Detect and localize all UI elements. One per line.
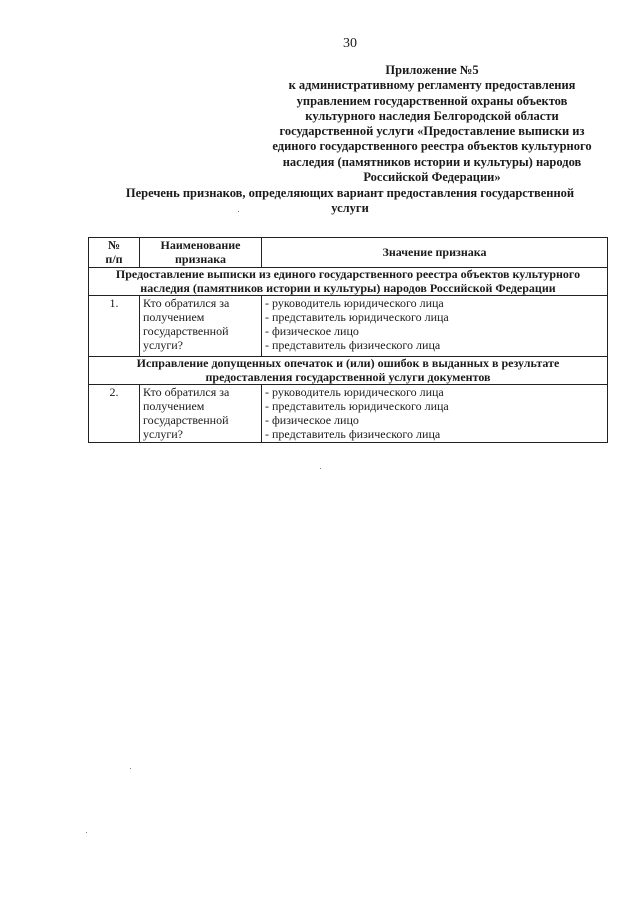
header-number-label: п/п xyxy=(105,251,123,266)
section-title-line: Предоставление выписки из единого государственного реестра объектов культурного xyxy=(115,267,581,281)
document-title-line: услуги xyxy=(331,201,369,215)
table-row xyxy=(89,296,608,357)
document-title-line: Перечень признаков, определяющих вариант предоставления государственной xyxy=(125,186,575,200)
criterion-value: - представитель физического лица xyxy=(265,338,441,352)
table-header-row xyxy=(89,238,608,268)
table-row xyxy=(89,385,608,443)
row-criterion-values xyxy=(262,296,608,357)
page-number: 30 xyxy=(343,36,357,51)
row-criterion-name xyxy=(140,385,262,443)
header-number xyxy=(89,238,140,268)
appendix-line: Приложение №5 xyxy=(385,63,479,77)
criterion-name-line: услуги? xyxy=(143,427,183,441)
appendix-header xyxy=(262,63,602,185)
document-title xyxy=(100,186,600,216)
header-name-line: признака xyxy=(175,251,226,266)
criterion-name-line: получением xyxy=(143,399,205,413)
criterion-value: - представитель юридического лица xyxy=(265,399,449,413)
row-criterion-name xyxy=(140,296,262,357)
row-number: 1. xyxy=(89,296,140,357)
criterion-name-line: получением xyxy=(143,310,205,324)
appendix-line: культурного наследия Белгородской области xyxy=(305,108,559,123)
criterion-value: - представитель физического лица xyxy=(265,427,441,441)
criterion-value: - руководитель юридического лица xyxy=(265,296,444,310)
header-value: Значение признака xyxy=(262,238,608,268)
section-row xyxy=(89,357,608,385)
appendix-line: государственной услуги «Предоставление выписки из xyxy=(279,124,585,139)
scan-speck xyxy=(238,211,239,212)
criterion-name-line: государственной xyxy=(143,324,229,338)
section-title xyxy=(89,268,608,296)
appendix-line: к административному регламенту предоставления xyxy=(288,78,576,93)
criterion-value: - руководитель юридического лица xyxy=(265,385,444,399)
appendix-line: единого государственного реестра объектов культурного xyxy=(272,139,592,154)
criterion-name-line: услуги? xyxy=(143,338,183,352)
criteria-table xyxy=(88,237,608,443)
section-title-line: Исправление допущенных опечаток и (или) ошибок в выданных в результате xyxy=(136,356,560,370)
criterion-name-line: государственной xyxy=(143,413,229,427)
section-title xyxy=(89,357,608,385)
appendix-line: управлением государственной охраны объектов xyxy=(296,93,568,108)
section-row xyxy=(89,268,608,296)
section-title-line: наследия (памятников истории и культуры) народов Российской Федерации xyxy=(140,280,556,295)
appendix-line: наследия (памятников истории и культуры) народов xyxy=(282,154,582,169)
criterion-value: - представитель юридического лица xyxy=(265,310,449,324)
scan-speck xyxy=(130,768,131,769)
header-number-symbol: № xyxy=(107,238,121,252)
row-criterion-values xyxy=(262,385,608,443)
header-name xyxy=(140,238,262,268)
section-title-line: предоставления государственной услуги документов xyxy=(205,369,491,384)
appendix-line: Российской Федерации» xyxy=(363,170,501,185)
criterion-name-line: Кто обратился за xyxy=(143,296,230,310)
criterion-value: - физическое лицо xyxy=(265,413,359,427)
criterion-name-line: Кто обратился за xyxy=(143,385,230,399)
criterion-value: - физическое лицо xyxy=(265,324,359,338)
header-name-line: Наименование xyxy=(160,238,241,252)
scan-speck xyxy=(86,832,87,833)
scan-speck xyxy=(320,468,321,469)
row-number: 2. xyxy=(89,385,140,443)
